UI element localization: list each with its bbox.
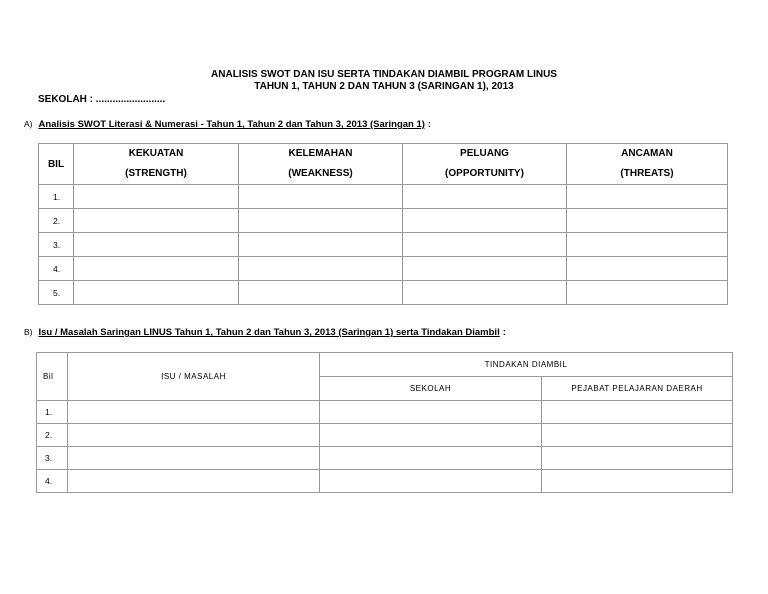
table-row	[39, 281, 728, 305]
section-a-heading	[24, 119, 431, 130]
table-cell	[239, 209, 403, 233]
section-a-colon: :	[427, 119, 432, 130]
table-cell	[239, 281, 403, 305]
isu-header-row-1	[37, 353, 733, 377]
table-row	[39, 233, 728, 257]
row-number: 4.	[39, 257, 74, 281]
table-cell	[542, 424, 733, 447]
table-cell	[68, 401, 320, 424]
table-cell	[320, 447, 542, 470]
table-cell	[320, 470, 542, 493]
isu-header-bil: Bil	[37, 353, 68, 401]
row-number: 2.	[39, 209, 74, 233]
section-a-title: Analisis SWOT Literasi & Numerasi - Tahun 1, Tahun 2 dan Tahun 3, 2013 (Saringan 1)	[38, 119, 425, 130]
row-number: 3.	[37, 447, 68, 470]
table-cell	[74, 185, 239, 209]
table-row	[39, 209, 728, 233]
swot-header-threats	[567, 144, 728, 185]
table-cell	[68, 424, 320, 447]
table-cell	[320, 424, 542, 447]
swot-header-opportunity	[403, 144, 567, 185]
swot-header-weakness-l1: KELEMAHAN	[288, 148, 353, 159]
table-cell	[74, 209, 239, 233]
table-cell	[239, 257, 403, 281]
table-cell	[542, 447, 733, 470]
table-cell	[320, 401, 542, 424]
section-b-title: Isu / Masalah Saringan LINUS Tahun 1, Tahun 2 dan Tahun 3, 2013 (Saringan 1) serta Tindakan Diambil	[38, 327, 500, 338]
table-cell	[403, 185, 567, 209]
swot-header-strength-l2: (STRENGTH)	[125, 168, 187, 179]
row-number: 1.	[37, 401, 68, 424]
section-a-label: A)	[24, 119, 33, 129]
row-number: 2.	[37, 424, 68, 447]
row-number: 3.	[39, 233, 74, 257]
swot-header-threats-l1: ANCAMAN	[621, 148, 673, 159]
swot-table	[38, 143, 728, 305]
table-cell	[542, 470, 733, 493]
isu-header-ppd: PEJABAT PELAJARAN DAERAH	[542, 377, 733, 401]
table-cell	[567, 185, 728, 209]
swot-header-strength-l1: KEKUATAN	[128, 148, 184, 159]
swot-header-weakness-l2: (WEAKNESS)	[288, 168, 353, 179]
table-cell	[403, 257, 567, 281]
table-row	[39, 257, 728, 281]
section-b-heading	[24, 327, 506, 338]
swot-header-opportunity-l2: (OPPORTUNITY)	[445, 168, 524, 179]
table-cell	[403, 209, 567, 233]
table-cell	[74, 233, 239, 257]
table-cell	[239, 185, 403, 209]
table-cell	[567, 257, 728, 281]
isu-header-tindakan: TINDAKAN DIAMBIL	[320, 353, 733, 377]
swot-header-opportunity-l1: PELUANG	[460, 148, 509, 159]
table-cell	[403, 233, 567, 257]
row-number: 5.	[39, 281, 74, 305]
table-cell	[567, 281, 728, 305]
row-number: 4.	[37, 470, 68, 493]
swot-header-weakness	[239, 144, 403, 185]
isu-header-sekolah: SEKOLAH	[320, 377, 542, 401]
document-title-line2: TAHUN 1, TAHUN 2 DAN TAHUN 3 (SARINGAN 1), 2013	[254, 81, 514, 92]
table-row	[37, 424, 733, 447]
table-cell	[542, 401, 733, 424]
table-cell	[403, 281, 567, 305]
table-cell	[68, 470, 320, 493]
table-row	[37, 470, 733, 493]
swot-header-row	[39, 144, 728, 185]
section-b-label: B)	[24, 327, 33, 337]
table-cell	[74, 257, 239, 281]
table-cell	[567, 233, 728, 257]
row-number: 1.	[39, 185, 74, 209]
section-b-colon: :	[502, 327, 506, 338]
table-row	[39, 185, 728, 209]
table-cell	[68, 447, 320, 470]
table-row	[37, 447, 733, 470]
table-cell	[567, 209, 728, 233]
table-cell	[74, 281, 239, 305]
table-row	[37, 401, 733, 424]
document-title-line1: ANALISIS SWOT DAN ISU SERTA TINDAKAN DIAMBIL PROGRAM LINUS	[211, 69, 557, 80]
swot-header-threats-l2: (THREATS)	[620, 168, 674, 179]
isu-table	[36, 352, 733, 493]
isu-header-isu: ISU / MASALAH	[68, 353, 320, 401]
sekolah-field: SEKOLAH : .........................	[38, 94, 166, 105]
table-cell	[239, 233, 403, 257]
swot-header-strength	[74, 144, 239, 185]
swot-header-bil: BIL	[39, 144, 74, 185]
